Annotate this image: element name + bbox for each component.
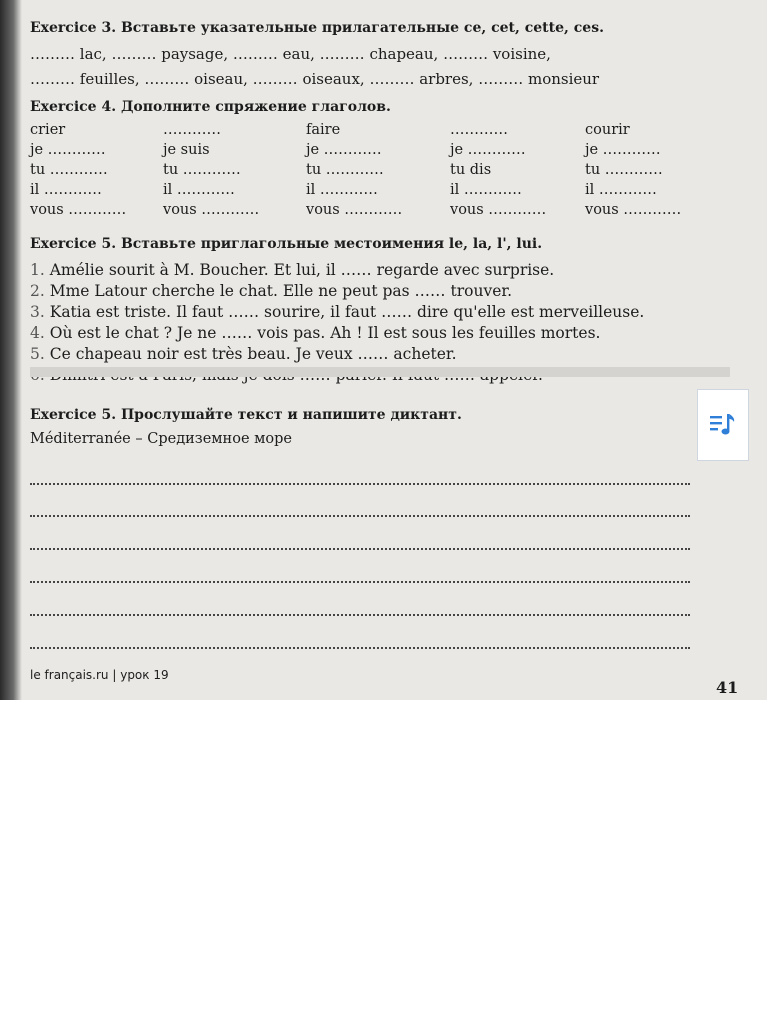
table-cell: tu dis [450, 162, 492, 178]
page-divider [30, 367, 730, 377]
list-item [30, 302, 727, 323]
table-cell: courir [585, 122, 630, 138]
list-item [30, 344, 727, 365]
item-number: 1. [30, 261, 45, 279]
table-cell: il ………… [306, 182, 378, 198]
item-text: Mme Latour cherche le chat. Elle ne peut pas …… trouver. [49, 282, 513, 300]
exercise-3-line-1: ……… lac, ……… paysage, ……… eau, ……… chapeau, ……… voisine, [30, 45, 551, 63]
item-text: Ce chapeau noir est très beau. Je veux …… acheter. [49, 345, 457, 363]
table-cell: tu ………… [163, 162, 241, 178]
table-cell: vous ………… [306, 202, 403, 218]
table-cell: crier [30, 122, 66, 138]
table-cell: tu ………… [30, 162, 108, 178]
item-text: Amélie sourit à M. Boucher. Et lui, il …… regarde avec surprise. [49, 261, 555, 279]
dictation-line [30, 548, 690, 550]
dictation-line [30, 581, 690, 583]
table-cell: faire [306, 122, 341, 138]
table-cell: tu ………… [306, 162, 384, 178]
table-cell: vous ………… [163, 202, 260, 218]
table-cell: il ………… [30, 182, 102, 198]
dictation-line [30, 515, 690, 517]
exercise-3-heading: Exercice 3. Вставьте указательные прилагательные ce, cet, cette, ces. [30, 20, 604, 36]
table-cell: ………… [450, 122, 508, 138]
table-cell: je ………… [306, 142, 382, 158]
table-cell: il ………… [163, 182, 235, 198]
item-number: 4. [30, 324, 45, 342]
exercise-4 [30, 99, 727, 115]
exercise-dictation [30, 407, 727, 450]
table-cell: je suis [163, 142, 210, 158]
exercise-3 [30, 20, 727, 90]
item-number: 2. [30, 282, 45, 300]
list-item [30, 260, 727, 281]
list-item [30, 281, 727, 302]
table-cell: vous ………… [30, 202, 127, 218]
audio-playlist-button[interactable] [697, 389, 749, 461]
exercise-5 [30, 236, 727, 386]
table-cell: je ………… [450, 142, 526, 158]
page-number: 41 [716, 678, 739, 697]
item-number: 5. [30, 345, 45, 363]
exercise-5-heading: Exercice 5. Вставьте приглагольные местоимения le, la, l', lui. [30, 236, 543, 252]
exercise-4-heading: Exercice 4. Дополните спряжение глаголов. [30, 99, 391, 115]
table-cell: vous ………… [450, 202, 547, 218]
table-cell: je ………… [30, 142, 106, 158]
exercise-3-line-2: ……… feuilles, ……… oiseau, ……… oiseaux, ……… arbres, ……… monsieur [30, 70, 600, 88]
list-item [30, 323, 727, 344]
item-text: Katia est triste. Il faut …… sourire, il faut …… dire qu'elle est merveilleuse. [49, 303, 645, 321]
item-text: Où est le chat ? Je ne …… vois pas. Ah ! Il est sous les feuilles mortes. [49, 324, 601, 342]
table-cell: il ………… [585, 182, 657, 198]
table-cell: vous ………… [585, 202, 682, 218]
item-number: 3. [30, 303, 45, 321]
page-footer: le français.ru | урок 19 [30, 668, 169, 682]
dictation-line [30, 647, 690, 649]
playlist-music-icon [708, 410, 738, 440]
dictation-line [30, 483, 690, 485]
table-cell: ………… [163, 122, 221, 138]
table-cell: je ………… [585, 142, 661, 158]
table-cell: tu ………… [585, 162, 663, 178]
dictation-line [30, 614, 690, 616]
dictation-subtitle: Méditerranée – Средиземное море [30, 431, 293, 447]
table-cell: il ………… [450, 182, 522, 198]
dictation-heading: Exercice 5. Прослушайте текст и напишите диктант. [30, 407, 462, 423]
